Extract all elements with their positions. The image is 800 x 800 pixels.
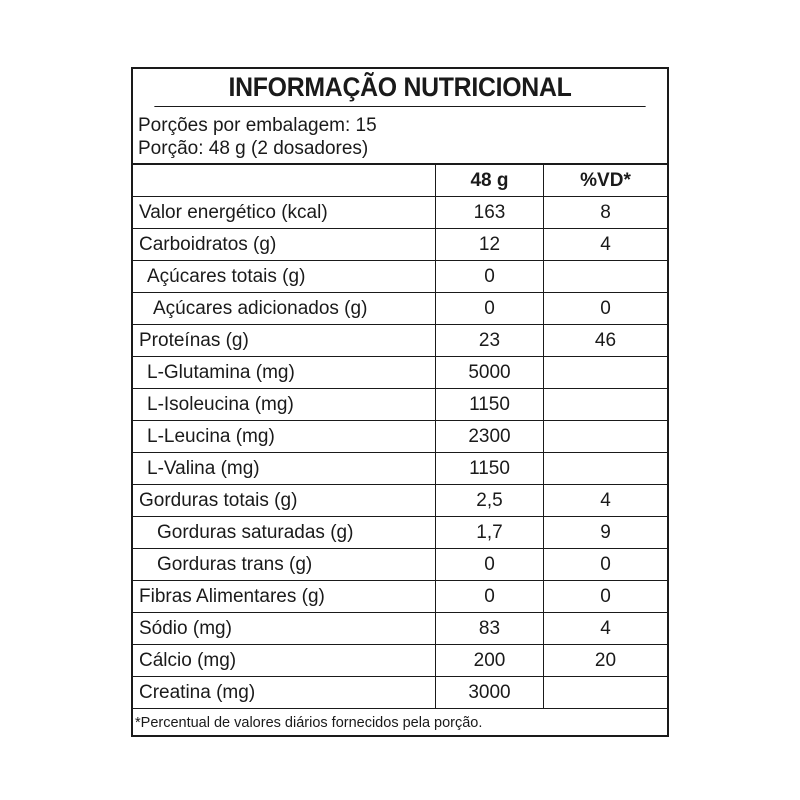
nutrient-name: Açúcares adicionados (g): [133, 293, 436, 325]
nutrient-amount: 163: [436, 197, 544, 229]
nutrient-amount: 2,5: [436, 485, 544, 517]
nutrient-daily-value: 0: [544, 581, 668, 613]
label-title: INFORMAÇÃO NUTRICIONAL: [154, 69, 645, 107]
nutrient-daily-value: [544, 261, 668, 293]
nutrient-amount: 1150: [436, 453, 544, 485]
table-row: [133, 357, 667, 389]
nutrient-amount: 0: [436, 581, 544, 613]
nutrient-daily-value: [544, 421, 668, 453]
table-row: [133, 325, 667, 357]
table-row: [133, 421, 667, 453]
nutrient-amount: 0: [436, 293, 544, 325]
portion-size: Porção: 48 g (2 dosadores): [138, 138, 369, 159]
serving-info: [133, 107, 667, 165]
nutrient-name: Cálcio (mg): [133, 645, 436, 677]
nutrient-amount: 3000: [436, 677, 544, 709]
table-row: [133, 645, 667, 677]
footnote: *Percentual de valores diários fornecidos pela porção.: [135, 715, 483, 731]
nutrient-name: L-Glutamina (mg): [133, 357, 436, 389]
table-row: [133, 581, 667, 613]
nutrient-daily-value: 4: [544, 613, 668, 645]
nutrient-name: L-Valina (mg): [133, 453, 436, 485]
table-row: [133, 677, 667, 709]
table-row: [133, 453, 667, 485]
table-row: [133, 517, 667, 549]
nutrient-daily-value: [544, 357, 668, 389]
nutrient-name: Creatina (mg): [133, 677, 436, 709]
nutrient-daily-value: 46: [544, 325, 668, 357]
table-row: [133, 197, 667, 229]
header-daily-value: %VD*: [544, 165, 668, 197]
nutrient-name: Gorduras trans (g): [133, 549, 436, 581]
table-row: [133, 229, 667, 261]
header-amount: 48 g: [436, 165, 544, 197]
nutrient-amount: 200: [436, 645, 544, 677]
nutrient-amount: 1150: [436, 389, 544, 421]
table-row: [133, 549, 667, 581]
table-row: [133, 293, 667, 325]
nutrient-daily-value: 0: [544, 293, 668, 325]
nutrient-daily-value: [544, 677, 668, 709]
table-row: [133, 613, 667, 645]
nutrient-amount: 83: [436, 613, 544, 645]
nutrient-amount: 2300: [436, 421, 544, 453]
nutrient-name: Açúcares totais (g): [133, 261, 436, 293]
nutrition-rows: [133, 197, 667, 709]
nutrition-facts-label: [131, 67, 669, 737]
nutrient-amount: 1,7: [436, 517, 544, 549]
table-row: [133, 261, 667, 293]
nutrient-name: Valor energético (kcal): [133, 197, 436, 229]
nutrition-table: [133, 165, 667, 709]
portions-per-package: Porções por embalagem: 15: [138, 115, 377, 136]
nutrient-name: Sódio (mg): [133, 613, 436, 645]
nutrient-name: L-Leucina (mg): [133, 421, 436, 453]
table-row: [133, 389, 667, 421]
nutrient-amount: 12: [436, 229, 544, 261]
nutrient-amount: 5000: [436, 357, 544, 389]
nutrient-amount: 23: [436, 325, 544, 357]
nutrient-daily-value: 20: [544, 645, 668, 677]
nutrient-name: Carboidratos (g): [133, 229, 436, 261]
nutrient-name: L-Isoleucina (mg): [133, 389, 436, 421]
nutrient-daily-value: 8: [544, 197, 668, 229]
nutrient-daily-value: 4: [544, 485, 668, 517]
nutrient-daily-value: 9: [544, 517, 668, 549]
nutrient-daily-value: 4: [544, 229, 668, 261]
nutrient-name: Proteínas (g): [133, 325, 436, 357]
table-header-row: [133, 165, 667, 197]
table-row: [133, 485, 667, 517]
nutrient-daily-value: 0: [544, 549, 668, 581]
nutrient-name: Fibras Alimentares (g): [133, 581, 436, 613]
nutrient-name: Gorduras saturadas (g): [133, 517, 436, 549]
nutrient-name: Gorduras totais (g): [133, 485, 436, 517]
header-nutrient: [133, 165, 436, 197]
nutrient-daily-value: [544, 453, 668, 485]
nutrient-daily-value: [544, 389, 668, 421]
nutrient-amount: 0: [436, 261, 544, 293]
nutrient-amount: 0: [436, 549, 544, 581]
